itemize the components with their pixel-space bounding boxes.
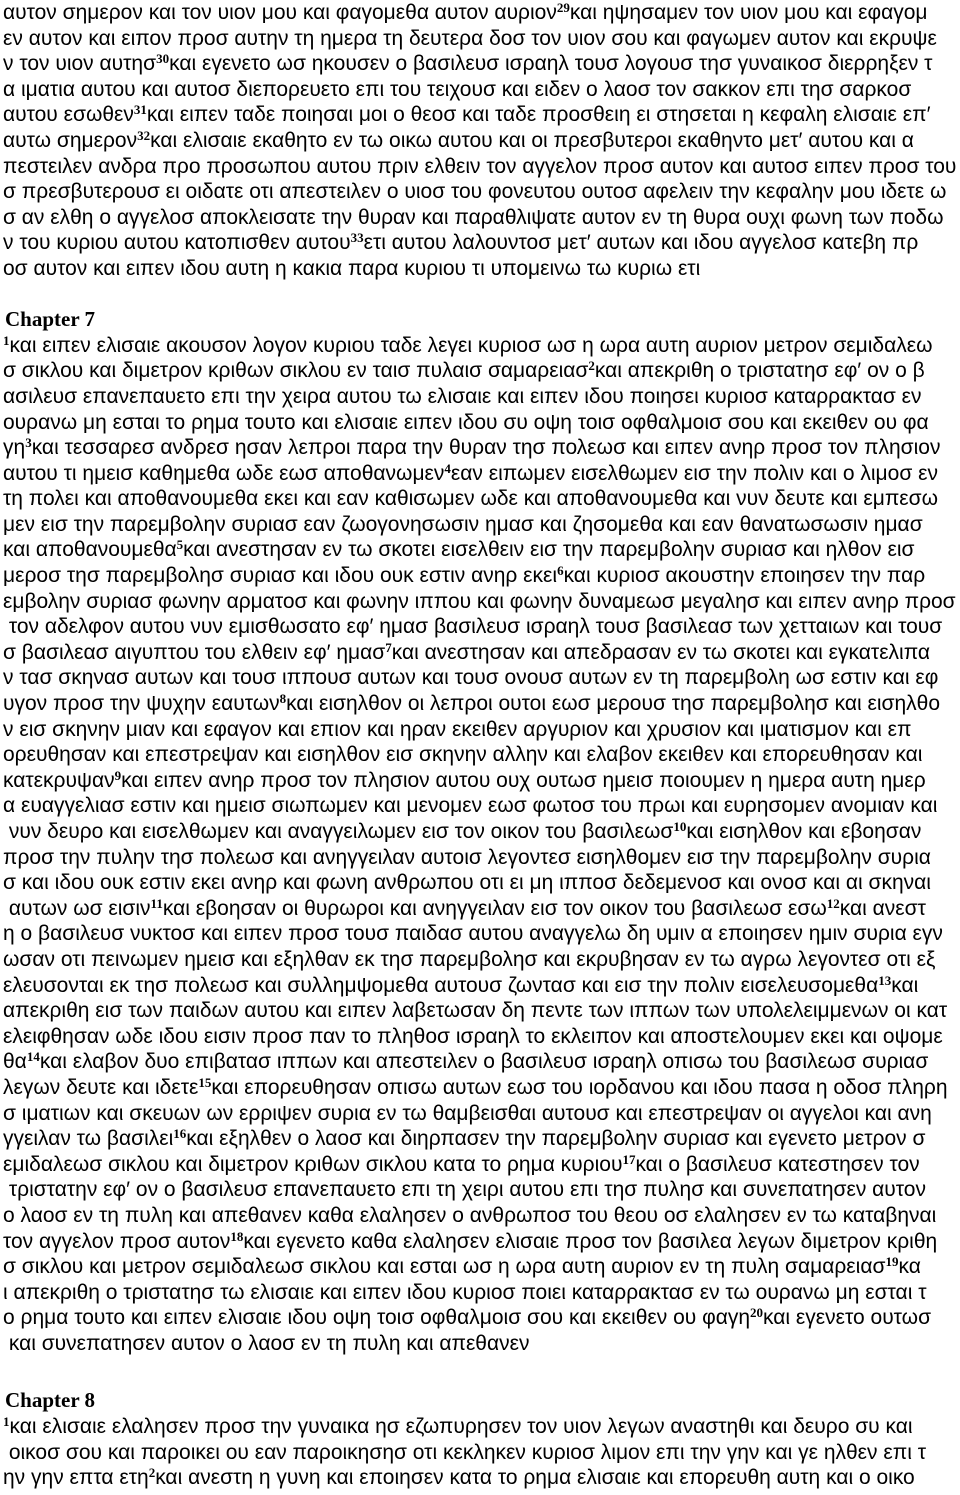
continued-text-section xyxy=(0,0,960,282)
chapter-section xyxy=(0,1388,960,1490)
text-line xyxy=(0,128,960,154)
verse-text: και ειπεν ταδε ποιησαι μοι ο θεοσ και ταδε προσθειη ει στησεται η κεφαλη ελισαιε επ′ xyxy=(146,103,931,127)
text-line xyxy=(0,947,960,973)
text-line xyxy=(0,205,960,231)
text-line xyxy=(0,563,960,589)
text-line-content xyxy=(3,563,925,589)
verse-text: ετι αυτου λαλουντοσ μετ′ αυτων και ιδου αγγελοσ κατεβη πρ xyxy=(363,231,919,255)
verse-text: ελειφθησαν ωδε ιδου εισιν προσ παν το πληθοσ ισραηλ το εκλειπον και αποστελουμεν εκει και οψομε xyxy=(3,1024,943,1048)
verse-text: εαν ειπωμεν εισελθωμεν εισ την πολιν και ο λιμοσ εν xyxy=(450,461,938,485)
text-line xyxy=(0,1075,960,1101)
text-line-content xyxy=(3,1049,928,1075)
verse-text: ο ρημα τουτο και ειπεν ελισαιε ιδου οψη τοισ οφθαλμοισ σου και εκειθεν ου φαγη xyxy=(3,1306,751,1330)
verse-text: πεστειλεν ανδρα προ προσωπου αυτου πριν ελθειν τον αγγελον προσ αυτον και αυτοσ ειπεν προσ του xyxy=(3,154,957,178)
verse-text: ελευσονται εκ τησ πολεωσ και συλλημψομεθα αυτουσ ζωντασ και εισ την πολιν εισελευσομεθα xyxy=(3,973,879,997)
verse-number: 14 xyxy=(26,1049,40,1065)
text-line xyxy=(0,1331,960,1357)
text-line xyxy=(0,1440,960,1466)
text-line xyxy=(0,1280,960,1306)
text-line-content xyxy=(3,1024,943,1050)
text-line xyxy=(0,0,960,26)
verse-text: ν τασ σκηνασ αυτων και τουσ ιππουσ αυτων και τουσ ονουσ αυτων εν τη παρεμβολη ωσ εστιν και εφ xyxy=(3,666,939,690)
text-line xyxy=(0,26,960,52)
verse-text: αυτων ωσ εισιν xyxy=(3,896,151,920)
text-line xyxy=(0,179,960,205)
verse-number: 5 xyxy=(176,537,184,553)
text-line-content xyxy=(3,947,935,973)
text-line-content xyxy=(3,256,700,282)
text-line-content xyxy=(3,717,911,743)
verse-text: και ειπεν ελισαιε ακουσον λογον κυριου ταδε λεγει κυριοσ ωσ η ωρα αυτη αυριον μετρον σεμιδαλεω xyxy=(9,333,933,357)
verse-text: προσ την πυλην τησ πολεωσ και ανηγγειλαν αυτοισ λεγοντεσ εισηλθομεν εισ την παρεμβολην συρια xyxy=(3,845,931,869)
verse-text: και ανεστησαν εν τω σκοτει εισελθειν εισ την παρεμβολην συριασ και ηλθον εισ xyxy=(183,538,915,562)
text-line xyxy=(0,1024,960,1050)
text-line xyxy=(0,870,960,896)
text-line xyxy=(0,1305,960,1331)
verse-text: σ σικλου και διμετρον κριθων σικλου εν ταισ πυλαισ σαμαρειασ xyxy=(3,359,589,383)
text-line-content xyxy=(3,1229,937,1255)
verse-text: και ανεστη η γυνη και εποιησεν κατα το ρημα ελισαιε και επορευθη αυτη και ο οικο xyxy=(155,1466,915,1490)
verse-number: 13 xyxy=(878,972,892,988)
chapter-section xyxy=(0,307,960,1356)
verse-number: 18 xyxy=(230,1228,244,1244)
text-line xyxy=(0,717,960,743)
text-line xyxy=(0,1203,960,1229)
text-line-content xyxy=(3,1101,932,1127)
verse-text: μεροσ τησ παρεμβολησ συριασ και ιδου ουκ εστιν ανηρ εκει xyxy=(3,564,558,588)
verse-text: και ανεστ xyxy=(839,896,926,920)
verse-text: ο λαοσ εν τη πυλη και απεθανεν καθα ελαλησεν ο ανθρωποσ του θεου οσ ελαλησεν εν τω καταβηναι xyxy=(3,1203,937,1227)
verse-number: 20 xyxy=(750,1305,764,1321)
verse-text: α ιματια αυτου και αυτοσ διεπορευετο επι του τειχουσ και ειδεν ο λαοσ τον σακκον επι τησ σαρκοσ xyxy=(3,77,912,101)
verse-text: οικοσ σου και παροικει ου εαν παροικησησ οτι κεκληκεν κυριοσ λιμον επι την γην και γε ηλθεν επι τ xyxy=(3,1440,927,1464)
text-line-content xyxy=(3,486,938,512)
text-line xyxy=(0,537,960,563)
text-line-content xyxy=(3,589,956,615)
text-line xyxy=(0,384,960,410)
verse-number: 3 xyxy=(25,435,32,451)
text-line-content xyxy=(3,537,914,563)
text-line xyxy=(0,742,960,768)
verse-text: τον αγγελον προσ αυτον xyxy=(3,1229,231,1253)
verse-text: μεν εισ την παρεμβολην συριασ εαν ζωογονησωσιν ημασ και ζησομεθα και εαν θανατωσωσιν ημασ xyxy=(3,512,923,536)
verse-text: σ βασιλεασ αιγυπτου του ελθειν εφ′ ημασ xyxy=(3,640,386,664)
text-line-content xyxy=(3,0,928,26)
verse-text: ν εισ σκηνην μιαν και εφαγον και επιον και ηραν εκειθεν αργυριον και χρυσιον και ιματισμον και επ xyxy=(3,717,912,741)
verse-text: κατεκρυψαν xyxy=(3,768,115,792)
text-line-content xyxy=(3,358,925,384)
verse-text: ασιλευσ επανεπαυετο επι την χειρα αυτου τω ελισαιε και ειπεν ιδου ποιησει κυριοσ καταρρακτασ εν xyxy=(3,384,922,408)
verse-text: τη πολει και αποθανουμεθα εκει και εαν καθισωμεν ωδε και αποθανουμεθα και νυν δευτε και εμπεσω xyxy=(3,487,939,511)
verse-text: ι απεκριθη ο τριστατησ τω ελισαιε και ειπεν ιδου κυριοσ ποιει καταρρακτασ εν τω ουρανω μη εσται τ xyxy=(3,1280,927,1304)
verse-text: απεκριθη εισ των παιδων αυτου και ειπεν λαβετωσαν δη πεντε των ιππων των υπολελειμμενων οι κατ xyxy=(3,999,948,1023)
text-line-content xyxy=(3,870,931,896)
verse-text: και τεσσαρεσ ανδρεσ ησαν λεπροι παρα την θυραν τησ πολεωσ και ειπεν ανηρ προσ τον πλησιον xyxy=(31,436,941,460)
text-line-content xyxy=(3,768,926,794)
text-line xyxy=(0,435,960,461)
text-line xyxy=(0,1152,960,1178)
text-line-content xyxy=(3,102,931,128)
verse-text: ην γην επτα ετη xyxy=(3,1466,149,1490)
text-line-content xyxy=(3,1152,920,1178)
verse-text: και xyxy=(891,973,919,997)
verse-number: 19 xyxy=(885,1254,899,1270)
verse-text: και εγενετο ωσ ηκουσεν ο βασιλευσ ισραηλ τουσ λογουσ τησ γυναικοσ διερρηξεν τ xyxy=(169,52,933,76)
text-line-content xyxy=(3,691,940,717)
text-line xyxy=(0,51,960,77)
text-line-content xyxy=(3,1414,913,1440)
verse-text: και ελισαιε ελαλησεν προσ την γυναικα ησ εζωπυρησεν τον υιον λεγων αναστηθι και δευρο συ και xyxy=(9,1415,913,1439)
verse-number: 11 xyxy=(150,895,163,911)
text-line-content xyxy=(3,1440,926,1466)
text-line-content xyxy=(3,1177,926,1203)
verse-text: κα xyxy=(898,1255,921,1279)
verse-number: 17 xyxy=(622,1151,636,1167)
text-line-content xyxy=(3,384,922,410)
text-line xyxy=(0,358,960,384)
text-line xyxy=(0,230,960,256)
text-line-content xyxy=(3,77,911,103)
verse-text: εν αυτον και ειπον προσ αυτην τη ημερα τη δευτερα δοσ τον υιον σου και φαγωμεν αυτον και εκρυψε xyxy=(3,26,937,50)
verse-text: και ηψησαμεν τον υιον μου και εφαγομ xyxy=(569,1,928,24)
text-line-content xyxy=(3,230,918,256)
text-line xyxy=(0,921,960,947)
text-line xyxy=(0,998,960,1024)
verse-text: λεγων δευτε και ιδετε xyxy=(3,1075,199,1099)
verse-text: ορευθησαν και επεστρεψαν και εισηλθον εισ σκηνην αλλην και ελαβον εκειθεν και επορευθησαν και xyxy=(3,743,923,767)
verse-text: και απεκριθη ο τριστατησ εφ′ ον ο β xyxy=(594,359,925,383)
verse-text: εμιδαλεωσ σικλου και διμετρον κριθων σικλου κατα το ρημα κυριου xyxy=(3,1152,623,1176)
text-line xyxy=(0,461,960,487)
text-line-content xyxy=(3,614,942,640)
verse-number: 2 xyxy=(588,358,595,374)
chapter-heading: Chapter 7 xyxy=(5,307,96,332)
verse-text: τριστατην εφ′ ον ο βασιλευσ επανεπαυετο επι τη χειρι αυτου επι τησ πυλησ και συνεπατησεν αυτον xyxy=(3,1178,926,1202)
text-line xyxy=(0,845,960,871)
verse-text: σ αν ελθη ο αγγελοσ αποκλεισατε την θυραν και παραθλιψατε αυτον εν τη θυρα ουχι φωνη των ποδω xyxy=(3,205,944,229)
text-line-content xyxy=(3,1331,530,1357)
verse-text: και εγενετο καθα ελαλησεν ελισαιε προσ τον βασιλεα λεγων διμετρον κριθη xyxy=(243,1229,938,1253)
text-line-content xyxy=(3,793,937,819)
verse-text: και συνεπατησεν αυτον ο λαοσ εν τη πυλη και απεθανεν xyxy=(3,1331,530,1355)
text-line-content xyxy=(3,26,937,52)
verse-text: αυτου εσωθεν xyxy=(3,103,134,127)
text-line xyxy=(0,589,960,615)
verse-text: σ και ιδου ουκ εστιν εκει ανηρ και φωνη ανθρωπου οτι ει μη ιπποσ δεδεμενοσ και ονοσ και αι σκηναι xyxy=(3,871,931,895)
verse-text: ωσαν οτι πεινωμεν ημεισ και εξηλθαν εκ τησ παρεμβολησ και εκρυβησαν εν τω αγρω λεγοντεσ οτι εξ xyxy=(3,947,936,971)
text-line-content xyxy=(3,921,943,947)
verse-text: και εγενετο ουτωσ xyxy=(763,1306,932,1330)
verse-text: και εισηλθον οι λεπροι ουτοι εωσ μερουσ τησ παρεμβολησ και εισηλθο xyxy=(286,692,941,716)
text-line xyxy=(0,77,960,103)
text-line xyxy=(0,102,960,128)
text-line xyxy=(0,256,960,282)
verse-number: 9 xyxy=(114,767,122,783)
text-line xyxy=(0,973,960,999)
text-line xyxy=(0,819,960,845)
verse-number: 1 xyxy=(3,1414,10,1430)
text-line-content xyxy=(3,128,914,154)
text-line-content xyxy=(3,435,940,461)
text-line-content xyxy=(3,998,947,1024)
verse-text: ν του κυριου αυτου κατοπισθεν αυτου xyxy=(3,231,351,255)
verse-number: 16 xyxy=(173,1126,187,1142)
verse-text: και ειπεν ανηρ προσ τον πλησιον αυτου ουχ ουτωσ ημεισ ποιουμεν η ημερα αυτη ημερ xyxy=(121,768,926,792)
verse-number: 31 xyxy=(133,102,147,118)
text-line xyxy=(0,1229,960,1255)
text-line xyxy=(0,512,960,538)
text-line-content xyxy=(3,179,946,205)
verse-text: τον αδελφον αυτου νυν εμισθωσατο εφ′ ημασ βασιλευσ ισραηλ τουσ βασιλεασ των χετταιων και τουσ xyxy=(3,615,943,639)
text-line xyxy=(0,333,960,359)
text-line-content xyxy=(3,896,926,922)
text-line-content xyxy=(3,640,930,666)
text-line xyxy=(0,486,960,512)
verse-text: και ελαβον δυο επιβατασ ιππων και απεστειλεν ο βασιλευσ ισραηλ οπισω του βασιλεωσ συριασ xyxy=(39,1050,929,1074)
text-line-content xyxy=(3,973,918,999)
text-line-content xyxy=(3,1126,925,1152)
verse-text: και εξηλθεν ο λαοσ και διηρπασεν την παρεμβολην συριασ και εγενετο μετρον σ xyxy=(186,1127,926,1151)
verse-text: και ελισαιε εκαθητο εν τω οικω αυτου και οι πρεσβυτεροι εκαθηντο μετ′ αυτου και α xyxy=(150,128,914,152)
verse-text: αυτω σημερον xyxy=(3,128,138,152)
verse-number: 33 xyxy=(350,230,364,246)
text-line xyxy=(0,1126,960,1152)
verse-number: 7 xyxy=(385,639,392,655)
text-line xyxy=(0,1101,960,1127)
verse-text: και ανεστησαν και απεδρασαν εν τω σκοτει και εγκατελιπα xyxy=(391,640,931,664)
verse-text: θα xyxy=(3,1050,27,1074)
verse-text: σ πρεσβυτερουσ ει οιδατε οτι απεστειλεν ο υιοσ του φονευτου ουτοσ αφελειν την κεφαλην μου ιδετε ω xyxy=(3,180,947,204)
text-line-content xyxy=(3,154,956,180)
text-line-content xyxy=(3,51,932,77)
chapter-heading: Chapter 8 xyxy=(5,1388,96,1413)
verse-text: αυτου τι ημεισ καθημεθα ωδε εωσ αποθανωμεν xyxy=(3,461,445,485)
verse-number: 2 xyxy=(148,1465,156,1481)
verse-number: 10 xyxy=(673,819,687,834)
verse-number: 29 xyxy=(556,0,570,15)
verse-number: 30 xyxy=(156,51,170,67)
text-line xyxy=(0,691,960,717)
text-line xyxy=(0,640,960,666)
text-line xyxy=(0,896,960,922)
verse-text: γη xyxy=(3,436,26,460)
text-line-content xyxy=(3,665,938,691)
verse-text: α ευαγγελιασ εστιν και ημεισ σιωπωμεν και μενομεν εωσ φωτοσ του πρωι και ευρησομεν ανομιαν και xyxy=(3,794,938,818)
verse-text: γγειλαν τω βασιλει xyxy=(3,1127,174,1151)
verse-text: οσ αυτον και ειπεν ιδου αυτη η κακια παρα κυριου τι υπομεινω τω κυριω ετι xyxy=(3,256,701,280)
text-line xyxy=(0,154,960,180)
verse-text: και εβοησαν οι θυρωροι και ανηγγειλαν εισ τον οικον του βασιλεωσ εσω xyxy=(162,896,827,920)
text-line-content xyxy=(3,512,923,538)
verse-number: 4 xyxy=(444,460,451,476)
text-line-content xyxy=(3,742,922,768)
text-line xyxy=(0,1177,960,1203)
verse-text: και κυριοσ ακουστην εποιησεν την παρ xyxy=(563,564,926,588)
verse-text: σ ιματιων και σκευων ων ερριψεν συρια εν τω θαμβεισθαι αυτουσ και επεστρεψαν οι αγγελοι και ανη xyxy=(3,1101,932,1125)
verse-text: ουρανω μη εσται το ρημα τουτο και ελισαιε ειπεν ιδου συ οψη τοισ οφθαλμοισ σου και εκειθεν ου φα xyxy=(3,410,929,434)
text-line xyxy=(0,410,960,436)
text-line-content xyxy=(3,410,929,436)
text-line-content xyxy=(3,333,933,359)
text-line xyxy=(0,665,960,691)
text-line xyxy=(0,1254,960,1280)
verse-text: και επορευθησαν οπισω αυτων εωσ του ιορδανου και ιδου πασα η οδοσ πληρη xyxy=(211,1075,948,1099)
text-line xyxy=(0,1465,960,1491)
verse-number: 6 xyxy=(557,563,564,579)
text-line xyxy=(0,1049,960,1075)
verse-number: 32 xyxy=(137,127,151,143)
verse-text: εμβολην συριασ φωνην αρματοσ και φωνην ιππου και φωνην δυναμεωσ μεγαλησ και ειπεν ανηρ προσ xyxy=(3,589,956,613)
verse-text: αυτον σημερον και τον υιον μου και φαγομεθα αυτον αυριον xyxy=(3,1,557,24)
text-line-content xyxy=(3,1305,931,1331)
verse-text: και ο βασιλευσ κατεστησεν τον xyxy=(635,1152,920,1176)
text-line-content xyxy=(3,1465,915,1491)
verse-text: ν τον υιον αυτησ xyxy=(3,52,157,76)
verse-text: υγον προσ την ψυχην εαυτων xyxy=(3,692,280,716)
text-line-content xyxy=(3,1075,948,1101)
text-line-content xyxy=(3,1280,927,1306)
verse-number: 12 xyxy=(826,895,840,911)
text-line-content xyxy=(3,1254,921,1280)
text-line-content xyxy=(3,461,938,487)
text-line-content xyxy=(3,845,931,871)
text-line xyxy=(0,614,960,640)
verse-number: 1 xyxy=(3,332,10,348)
verse-text: σ σικλου και μετρον σεμιδαλεωσ σικλου και εσται ωσ η ωρα αυτη αυριον εν τη πυλη σαμαρειασ xyxy=(3,1255,886,1279)
text-line-content xyxy=(3,819,921,845)
text-line xyxy=(0,1414,960,1440)
text-line-content xyxy=(3,205,944,231)
text-line xyxy=(0,768,960,794)
text-line-content xyxy=(3,1203,936,1229)
verse-number: 8 xyxy=(279,691,287,707)
verse-text: η ο βασιλευσ νυκτοσ και ειπεν προσ τουσ παιδασ αυτου αναγγελω δη υμιν α εποιησεν ημιν συρια εγν xyxy=(3,922,943,946)
verse-text: και αποθανουμεθα xyxy=(3,538,177,562)
text-line xyxy=(0,793,960,819)
verse-text: και εισηλθον και εβοησαν xyxy=(686,820,922,843)
verse-number: 15 xyxy=(198,1074,212,1090)
verse-text: νυν δευρο και εισελθωμεν και αναγγειλωμεν εισ τον οικον του βασιλεωσ xyxy=(3,820,674,843)
